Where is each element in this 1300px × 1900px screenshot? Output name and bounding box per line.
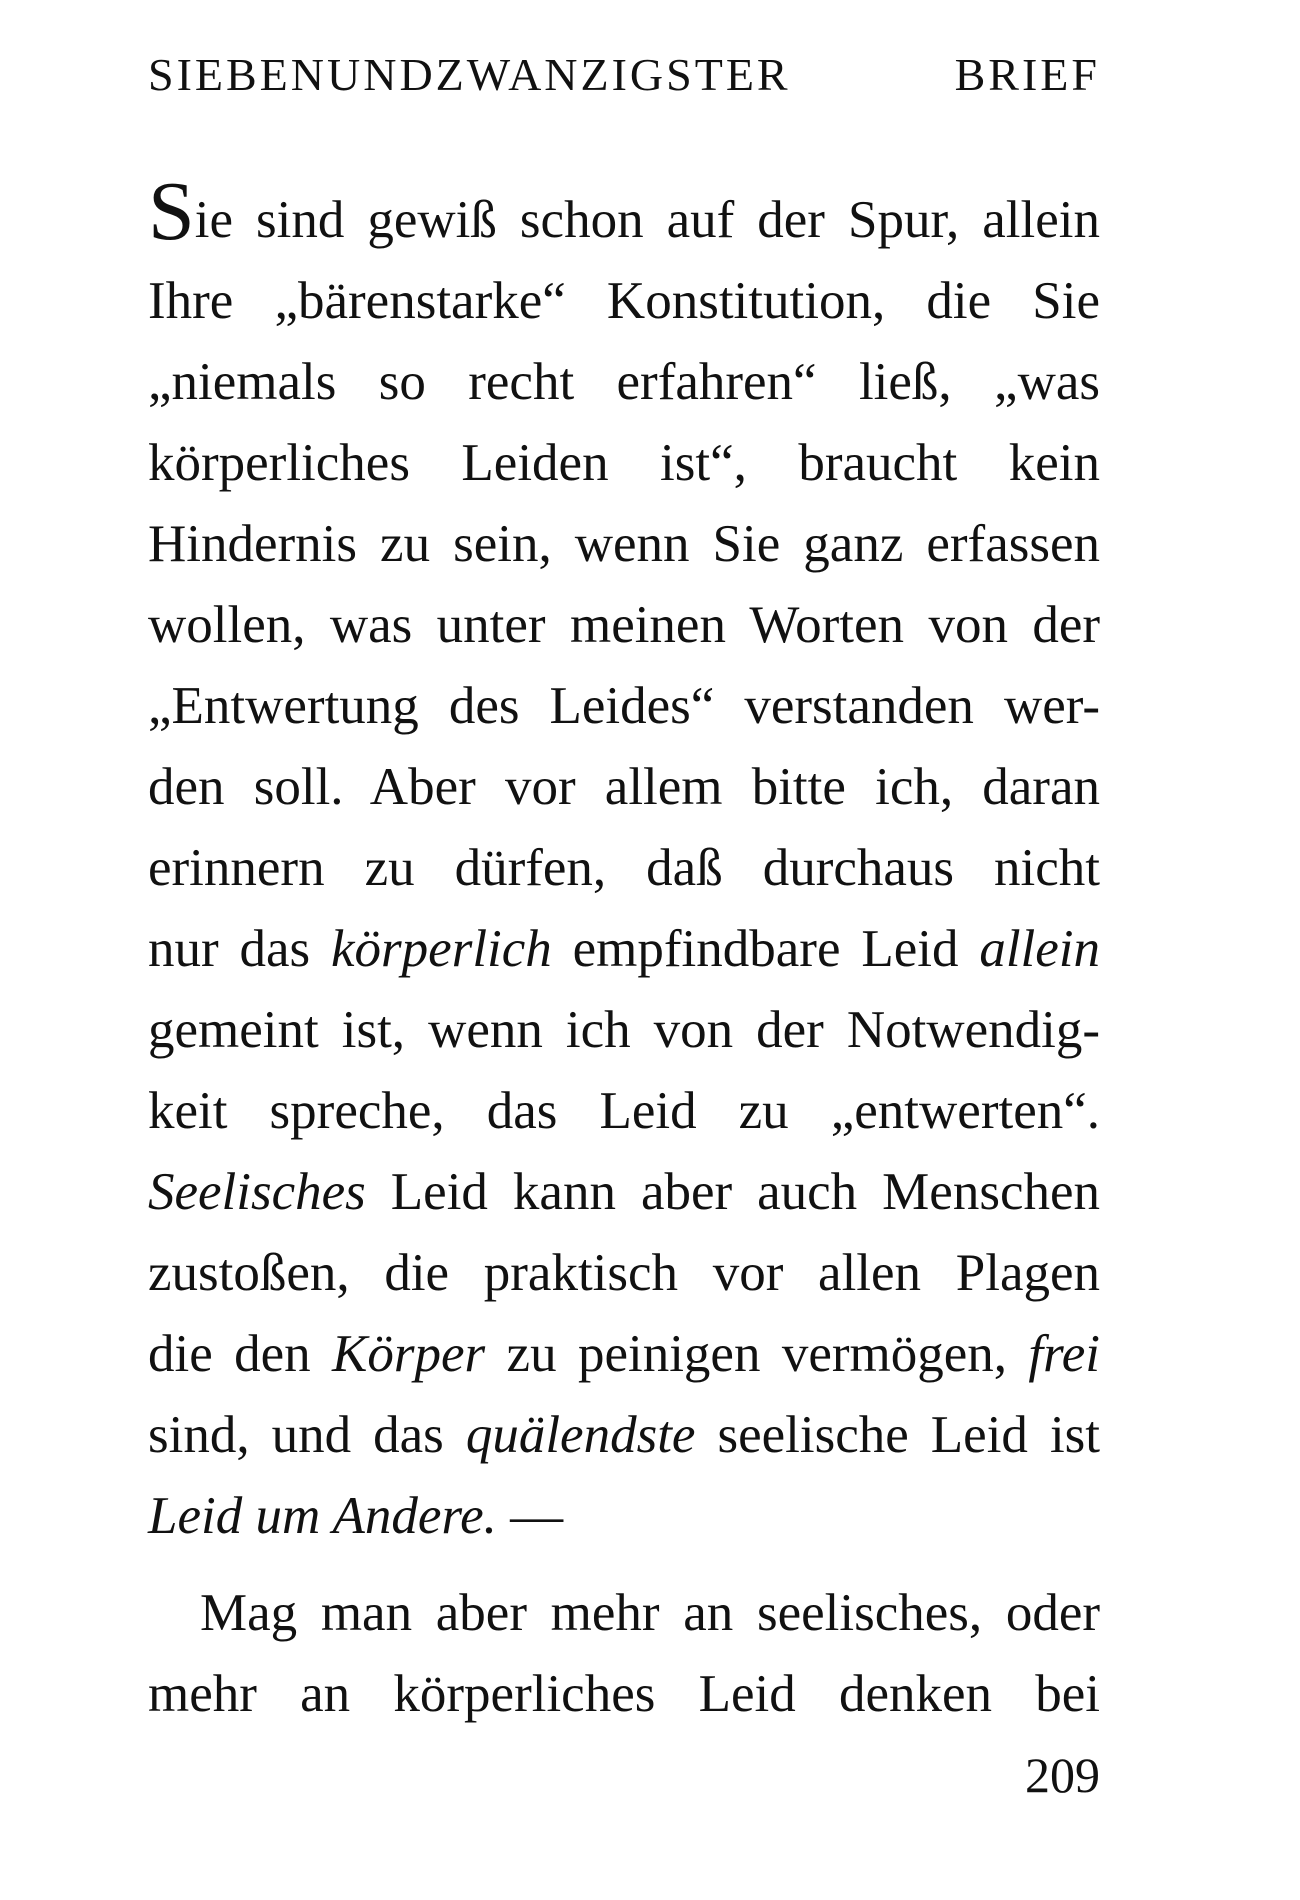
text-line-16 <box>148 1395 1100 1476</box>
text-line-10 <box>148 909 1100 990</box>
emphasis-quaelendste: quälendste <box>465 1406 696 1464</box>
text-line-3: „niemals so recht erfahren“ ließ, „was <box>148 353 1100 411</box>
text-line-13 <box>148 1152 1100 1233</box>
book-page <box>148 0 1100 1900</box>
drop-cap: S <box>148 165 195 258</box>
text-line-6: wollen, was unter meinen Worten von der <box>148 596 1100 654</box>
text-line-19: mehr an körperliches Leid denken bei <box>148 1665 1100 1723</box>
line-16-part-a: sind, und das <box>148 1406 444 1464</box>
emphasis-koerper: Körper <box>332 1325 486 1383</box>
text-line-14: zustoßen, die praktisch vor allen Plagen <box>148 1244 1100 1302</box>
line-10-part-a: nur das <box>148 920 311 978</box>
text-line-7: „Entwertung des Leides“ verstanden wer- <box>148 677 1100 735</box>
text-line-12: keit spreche, das Leid zu „entwerten“. <box>148 1082 1100 1140</box>
line-16-part-c: seelische Leid ist <box>717 1406 1101 1464</box>
emphasis-seelisches: Seelisches <box>148 1163 366 1221</box>
text-line-1 <box>148 165 1100 261</box>
emphasis-koerperlich: körperlich <box>331 920 552 978</box>
emphasis-leid-um-andere: Leid um Andere. <box>148 1487 497 1545</box>
emphasis-allein: allein <box>979 920 1101 978</box>
body-text <box>148 165 1101 1735</box>
text-line-18: Mag man aber mehr an seelisches, oder <box>200 1584 1100 1642</box>
em-dash: — <box>510 1487 564 1545</box>
page-number: 209 <box>1025 1747 1100 1803</box>
text-line-2: Ihre „bärenstarke“ Konstitution, die Sie <box>148 272 1100 330</box>
text-line-9: erinnern zu dürfen, daß durchaus nicht <box>148 839 1100 897</box>
line-13-part-b: Leid kann aber auch Menschen <box>390 1163 1100 1221</box>
paragraph-gap <box>148 1557 1100 1573</box>
line-1-text: ie sind gewiß schon auf der Spur, allein <box>194 191 1100 249</box>
text-line-4: körperliches Leiden ist“, braucht kein <box>148 434 1100 492</box>
emphasis-frei: frei <box>1028 1325 1101 1383</box>
line-10-part-c: empfindbare Leid <box>572 920 959 978</box>
text-line-17 <box>148 1476 1100 1557</box>
line-15-part-c: zu peinigen vermögen, <box>506 1325 1007 1383</box>
text-line-15 <box>148 1314 1100 1395</box>
text-line-8: den soll. Aber vor allem bitte ich, daran <box>148 758 1100 816</box>
running-head: SIEBENUNDZWANZIGSTER BRIEF <box>148 49 1100 100</box>
text-line-11: gemeint ist, wenn ich von der Notwendig- <box>148 1001 1100 1059</box>
line-15-part-a: die den <box>148 1325 311 1383</box>
text-line-5: Hindernis zu sein, wenn Sie ganz erfassen <box>148 515 1100 573</box>
